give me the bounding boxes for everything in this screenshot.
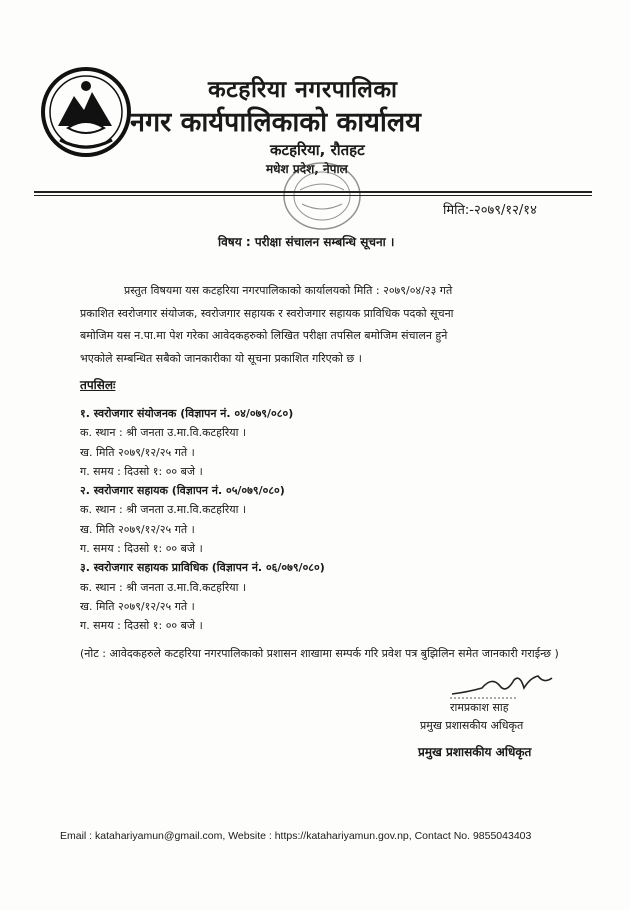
signatory-name: रामप्रकाश साह <box>450 701 509 714</box>
signature <box>448 670 558 700</box>
list-item: ख. मिति २०७९/१२/२५ गते । <box>80 599 195 613</box>
list-item: ख. मिति २०७९/१२/२५ गते । <box>80 445 195 459</box>
footer-contact: Email : katahariyamun@gmail.com, Website : https://katahariyamun.gov.np, Contact No. 9855043403 <box>60 830 532 842</box>
list-item: क. स्थान : श्री जनता उ.मा.वि.कटहरिया । <box>80 503 247 517</box>
list-item: ग. समय : दिउसो १: ०० बजे । <box>80 542 203 556</box>
list-item: ३. स्वरोजगार सहायक प्राविधिक (विज्ञापन नं. ०६/०७९/०८०) <box>80 561 325 575</box>
notice-date: मिति:-२०७९/१२/१४ <box>443 203 537 218</box>
list-item: ग. समय : दिउसो १: ०० बजे । <box>80 464 203 478</box>
list-item: ख. मिति २०७९/१२/२५ गते । <box>80 522 195 536</box>
municipality-name: कटहरिया नगरपालिका <box>208 77 398 103</box>
signatory-stamp-title: प्रमुख प्रशासकीय अधिकृत <box>418 745 532 759</box>
list-item: क. स्थान : श्री जनता उ.मा.वि.कटहरिया । <box>80 426 247 440</box>
office-location: कटहरिया, रौतहट <box>270 141 365 159</box>
body-line: प्रस्तुत विषयमा यस कटहरिया नगरपालिकाको कार्यालयको मिति : २०७९/०४/२३ गते <box>124 284 453 297</box>
nepal-emblem-icon <box>40 66 132 158</box>
list-item: १. स्वरोजगार संयोजनक (विज्ञापन नं. ०४/०७९/०८०) <box>80 407 294 420</box>
notice-subject: विषय : परीक्षा संचालन सम्बन्धि सूचना । <box>218 235 395 249</box>
signatory-title: प्रमुख प्रशासकीय अधिकृत <box>420 719 524 732</box>
details-list <box>80 404 570 636</box>
office-name: नगर कार्यपालिकाको कार्यालय <box>130 107 421 138</box>
office-province: मधेश प्रदेश, नेपाल <box>266 162 348 176</box>
body-line: भएकोले सम्बन्धित सबैको जानकारीका यो सूचना प्रकाशित गरिएको छ । <box>80 351 362 365</box>
notice-note: (नोट : आवेदकहरुले कटहरिया नगरपालिकाको प्रशासन शाखामा सम्पर्क गरि प्रवेश पत्र बुझिलिन समेत जानकारी गराईन्छ ) <box>80 647 559 660</box>
body-line: प्रकाशित स्वरोजगार संयोजक, स्वरोजगार सहायक र स्वरोजगार सहायक प्राविधिक पदको सूचना <box>80 306 454 320</box>
list-item: ग. समय : दिउसो १: ०० बजे । <box>80 619 203 633</box>
notice-body <box>80 280 562 370</box>
header-rule <box>34 191 592 193</box>
details-heading: तपसिलः <box>80 378 116 392</box>
list-item: २. स्वरोजगार सहायक (विज्ञापन नं. ०५/०७९/०८०) <box>80 484 285 498</box>
body-line: बमोजिम यस न.पा.मा पेश गरेका आवेदकहरुको लिखित परीक्षा तपसिल बमोजिम संचालन हुने <box>80 329 448 342</box>
office-stamp <box>282 160 362 232</box>
header-rule-thin <box>34 195 592 196</box>
list-item: क. स्थान : श्री जनता उ.मा.वि.कटहरिया । <box>80 580 247 594</box>
